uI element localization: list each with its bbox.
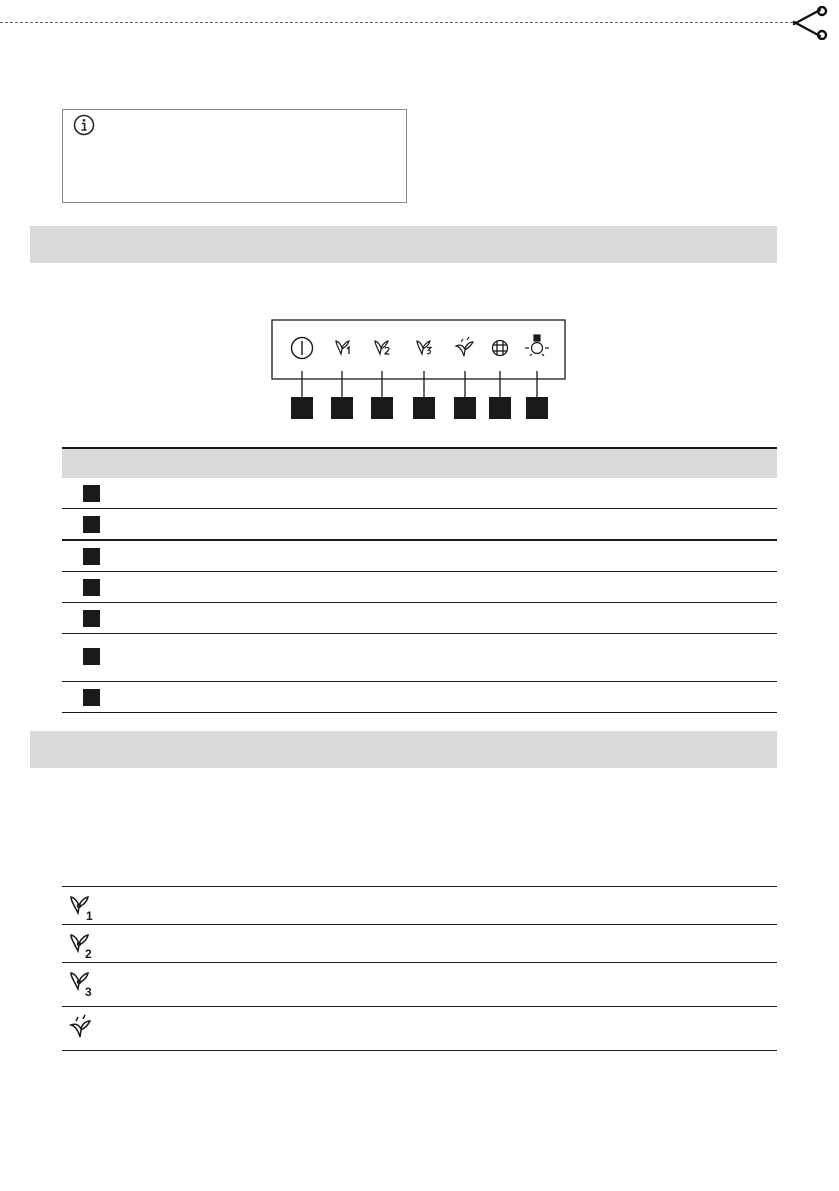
svg-text:2: 2 <box>85 947 92 961</box>
table-row <box>62 509 777 541</box>
table-row <box>62 963 777 1007</box>
section-header-bar <box>30 226 777 263</box>
control-panel-diagram <box>270 318 570 422</box>
number-square-icon <box>83 548 100 565</box>
fan-speed-table <box>62 886 777 1051</box>
table-row <box>62 478 777 509</box>
number-square-icon <box>83 485 100 502</box>
info-icon <box>73 114 95 136</box>
table-row <box>62 887 777 925</box>
svg-text:1: 1 <box>86 909 93 923</box>
fan-speed-1-icon <box>68 893 96 923</box>
svg-text:3: 3 <box>85 985 92 999</box>
table-header <box>62 447 777 478</box>
number-square-icon <box>83 610 100 627</box>
table-row <box>62 572 777 603</box>
number-square-icon <box>83 579 100 596</box>
fan-speed-3-icon <box>68 969 96 999</box>
fan-speed-2-icon <box>68 931 96 961</box>
cut-line <box>0 22 798 23</box>
scissors-icon <box>790 6 830 40</box>
table-row <box>62 634 777 682</box>
table-row <box>62 1007 777 1051</box>
section-header-bar <box>30 731 777 768</box>
control-panel-table <box>62 447 777 713</box>
table-row <box>62 603 777 634</box>
info-note-box <box>62 109 407 203</box>
number-square-icon <box>83 516 100 533</box>
table-row <box>62 682 777 713</box>
number-square-icon <box>83 648 100 665</box>
table-row <box>62 541 777 572</box>
table-row <box>62 925 777 963</box>
number-square-icon <box>83 689 100 706</box>
fan-boost-icon <box>68 1013 96 1043</box>
